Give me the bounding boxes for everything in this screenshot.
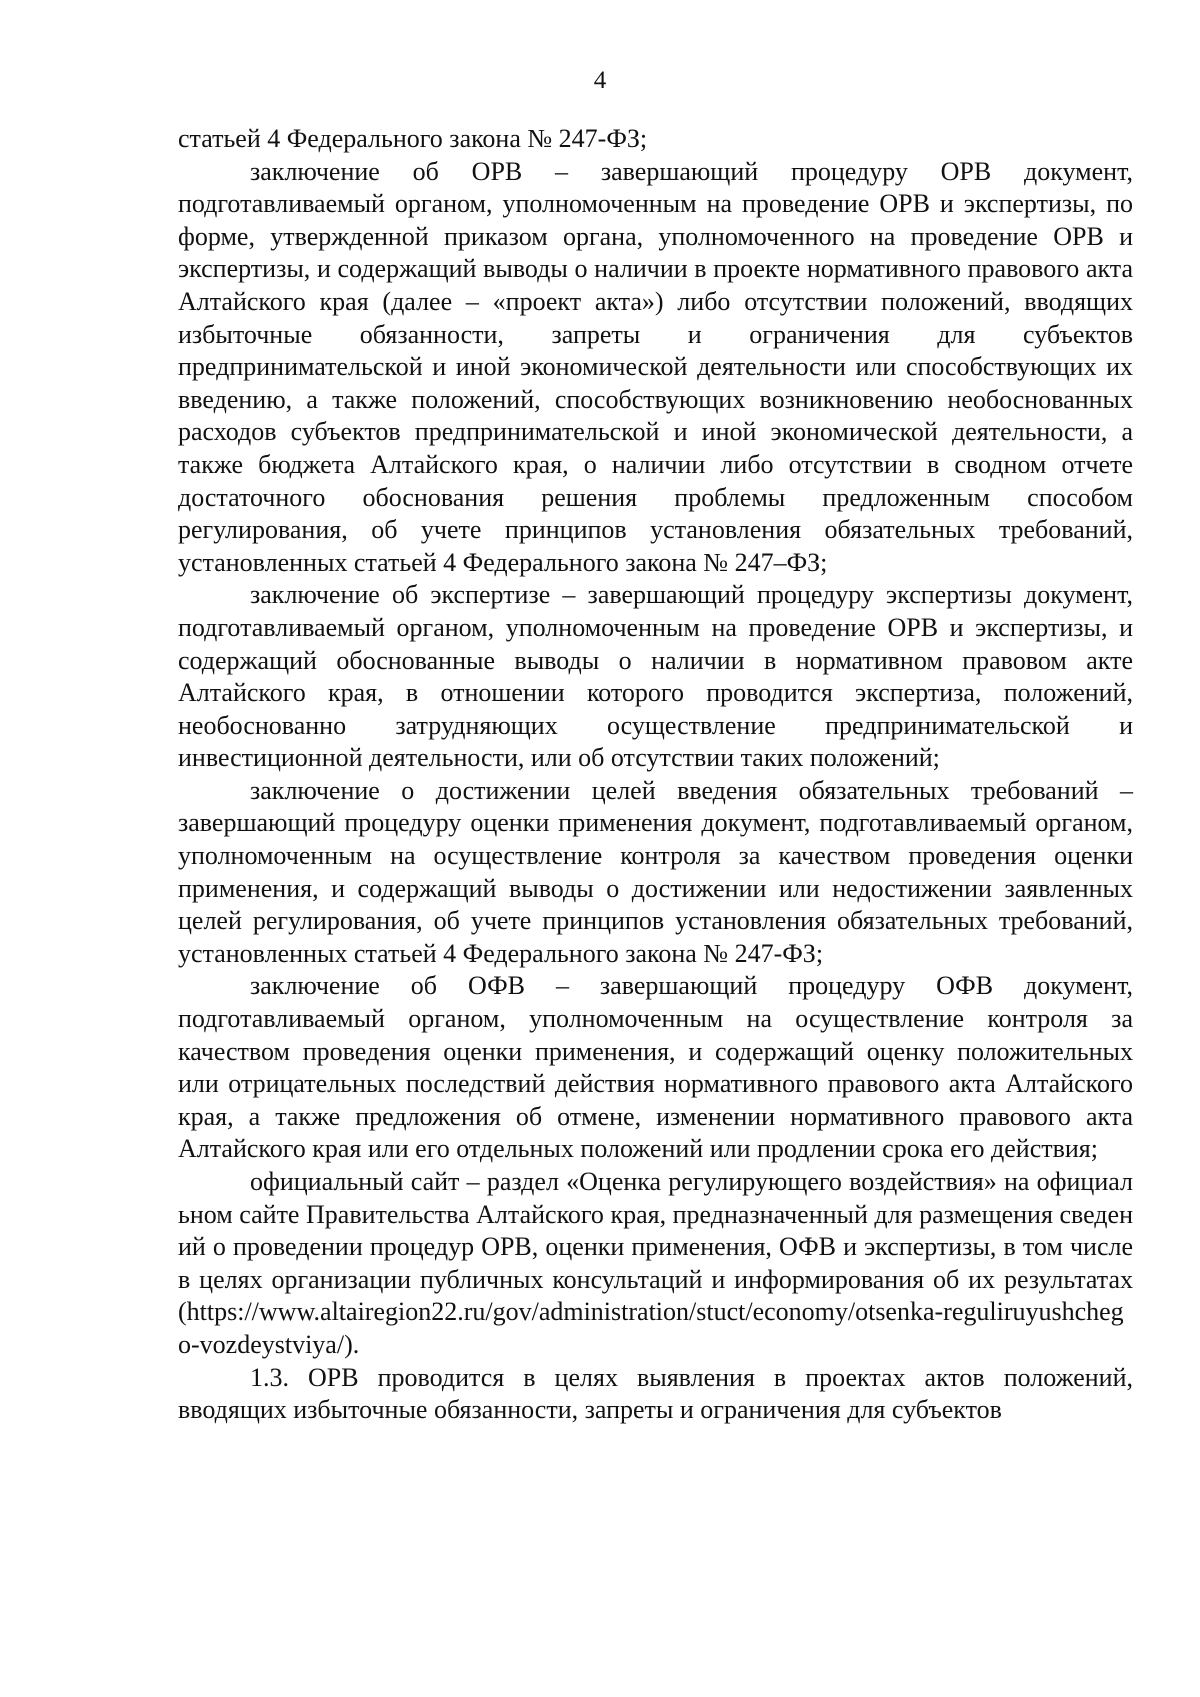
paragraph-expertise-conclusion: заключение об экспертизе – завершающий процедуру экспертизы документ, подготавливаемый органом, уполномоченным на проведение ОРВ и экспертизы, и содержащий обоснованные выводы о наличии в нормативном правовом акте Алтайского края, в отношении которого проводится экспертиза, положений, необоснованно затрудняющих осуществление предпринимательской и инвестиционной деятельности, или об отсутствии таких положений; [178, 580, 1133, 773]
paragraph-ofv-conclusion: заключение об ОФВ – завершающий процедуру ОФВ документ, подготавливаемый органом, уполномоченным на осуществление контроля за качеством проведения оценки применения, и содержащий оценку положительных или отрицательных последствий действия нормативного правового акта Алтайского края, а также предложения об отмене, изменении нормативного правового акта Алтайского края или его отдельных положений или продлении срока его действия; [178, 971, 1133, 1164]
page-number: 4 [593, 67, 607, 94]
document-body [178, 123, 1133, 1427]
paragraph-requirements-conclusion: заключение о достижении целей введения обязательных требований – завершающий процедуру оценки применения документ, подготавливаемый органом, уполномоченным на осуществление контроля за качеством проведения оценки применения, и содержащий выводы о достижении или недостижении заявленных целей регулирования, об учете принципов установления обязательных требований, установленных статьей 4 Федерального закона № 247-ФЗ; [178, 775, 1133, 968]
paragraph-orv-conclusion: заключение об ОРВ – завершающий процедуру ОРВ документ, подготавливаемый органом, уполномоченным на проведение ОРВ и экспертизы, по форме, утвержденной приказом органа, уполномоченного на проведение ОРВ и экспертизы, и содержащий выводы о наличии в проекте нормативного правового акта Алтайского края (далее – «проект акта») либо отсутствии положений, вводящих избыточные обязанности, запреты и ограничения для субъектов предпринимательской и иной экономической деятельности или способствующих их введению, а также положений, способствующих возникновению необоснованных расходов субъектов предпринимательской и иной экономической деятельности, а также бюджета Алтайского края, о наличии либо отсутствии в сводном отчете достаточного обоснования решения проблемы предложенным способом регулирования, об учете принципов установления обязательных требований, установленных статьей 4 Федерального закона № 247–ФЗ; [178, 156, 1133, 577]
paragraph-section-1-3: 1.3. ОРВ проводится в целях выявления в проектах актов положений, вводящих избыточные обязанности, запреты и ограничения для субъектов [178, 1362, 1133, 1425]
paragraph-official-site: официальный сайт – раздел «Оценка регулирующего воздействия» на официальном сайте Правительства Алтайского края, предназначенный для размещения сведений о проведении процедур ОРВ, оценки применения, ОФВ и экспертизы, в том числе в целях организации публичных консультаций и информирования об их результатах (https://www.altairegion22.ru/gov/administration/stuct/economy/otsenka-reguliruyushchego-vozdeystviya/). [178, 1167, 1133, 1359]
paragraph-continuation: статьей 4 Федерального закона № 247-ФЗ; [178, 124, 648, 153]
